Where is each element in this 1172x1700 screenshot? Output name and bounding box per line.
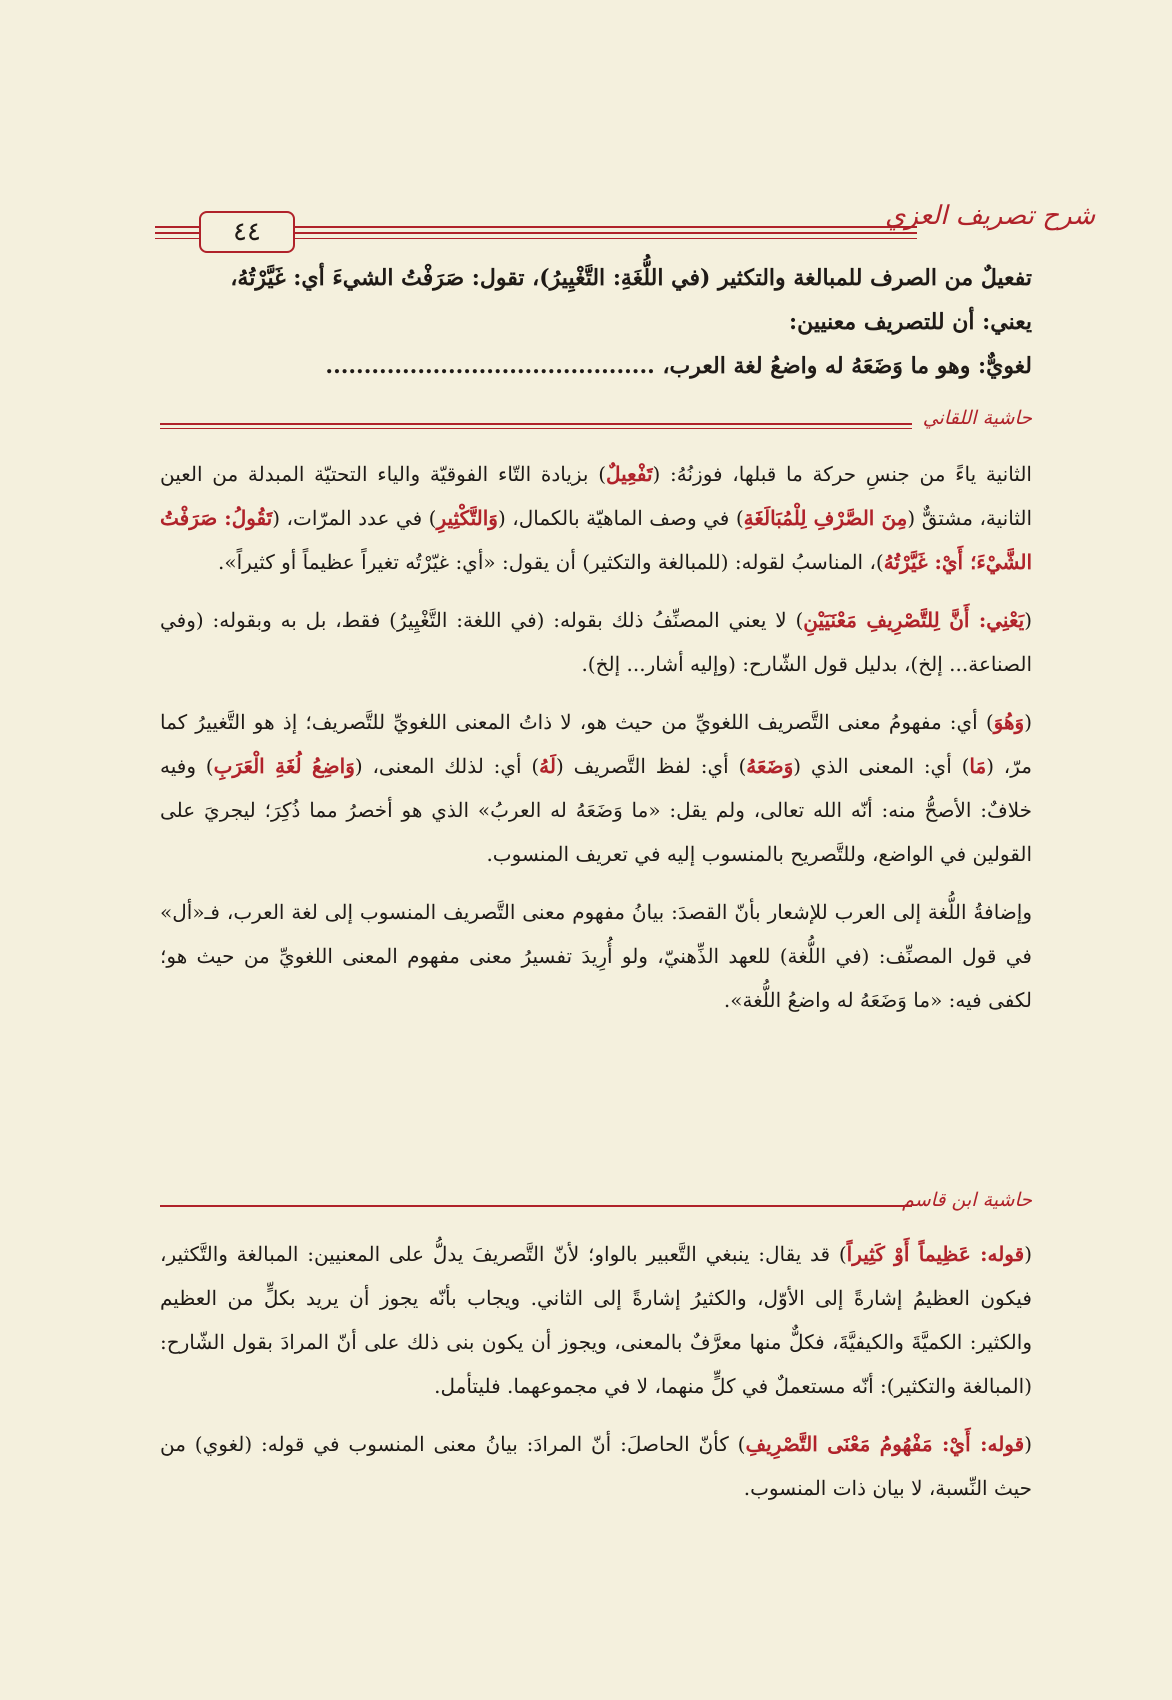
quoted-term: قوله: أَيْ: مَفْهُومُ مَعْنَى التَّصْرِيفِ <box>745 1432 1025 1456</box>
section-rule <box>160 1205 912 1207</box>
paragraph: الثانية ياءً من جنسِ حركة ما قبلها، فوزنُهُ: (تَفْعِيلٌ) بزيادة التّاء الفوقيّة والياء التحتيّة المبدلة من العين الثانية، مشتقٌّ (مِنَ الصَّرْفِ لِلْمُبَالَغَةِ) في وصف الماهيّة بالكمال، (وَالتَّكْثِيرِ) في عدد المرّات، (تَقُولُ: صَرَفْتُ الشَّيْءَ؛ أَيْ: غَيَّرْتُهُ)، المناسبُ لقوله: (للمبالغة والتكثير) أن يقول: «أي: غيّرْتُه تغيراً عظيماً أو كثيراً». <box>160 462 1033 574</box>
quoted-term: وَاضِعُ لُغَةِ الْعَرَبِ <box>213 754 355 778</box>
main-line <box>160 344 1032 388</box>
section-label: حاشية ابن قاسم <box>902 1189 1032 1211</box>
quoted-term: يَعْنِي: أَنَّ لِلتَّصْرِيفِ مَعْنَيَيْنِ <box>803 608 1025 632</box>
section-rule <box>160 423 912 425</box>
quoted-term: قوله: عَظِيماً أَوْ كَثِيراً <box>846 1242 1025 1266</box>
quoted-term: تَفْعِيلٌ <box>606 462 653 486</box>
paragraph: وإضافةُ اللُّغة إلى العرب للإشعار بأنّ القصدَ: بيانُ مفهوم معنى التَّصريف المنسوب إلى لغة العرب، فـ«أل» في قول المصنِّف: (في اللُّغة) للعهد الذِّهنيّ، ولو أُرِيدَ تفسيرُ معنى مفهوم المعنى اللغويِّ من حيث هو؛ لكفى فيه: «ما وَضَعَهُ له واضعُ اللُّغة». <box>160 900 1032 1012</box>
paragraph: (يَعْنِي: أَنَّ لِلتَّصْرِيفِ مَعْنَيَيْنِ) لا يعني المصنِّفُ ذلك بقوله: (في اللغة: التَّغْيِيرُ) فقط، بل به وبقوله: (وفي الصناعة... إلخ)، بدليل قول الشّارح: (وإليه أشار... إلخ). <box>160 608 1032 676</box>
quoted-term: مَا <box>969 754 987 778</box>
main-line-text: لغويٌّ: وهو ما وَضَعَهُ له واضعُ لغة العرب، <box>662 353 1032 379</box>
quoted-term: لَهُ <box>539 754 556 778</box>
book-title: شرح تصريف العزي <box>885 201 1096 231</box>
commentary-ibn-qasim <box>160 1232 1032 1524</box>
section-heading-laqani <box>160 405 1032 435</box>
main-line: تفعيلٌ من الصرف للمبالغة والتكثير (في اللُّغَةِ: التَّغْيِيرُ)، تقول: صَرَفْتُ الشيءَ أي: غَيَّرْتُهُ، <box>230 265 1032 291</box>
main-line: يعني: أن للتصريف معنيين: <box>789 309 1032 335</box>
quoted-term: تَقُولُ: صَرَفْتُ الشَّيْءَ؛ أَيْ: غَيَّرْتُهُ <box>160 506 1032 574</box>
paragraph: (قوله: أَيْ: مَفْهُومُ مَعْنَى التَّصْرِيفِ) كأنّ الحاصلَ: أنّ المرادَ: بيانُ معنى المنسوب في قوله: (لغوي) من حيث النِّسبة، لا بيان ذات المنسوب. <box>160 1432 1033 1500</box>
quoted-term: وَضَعَهُ <box>746 754 794 778</box>
section-heading-ibn-qasim <box>160 1187 1032 1217</box>
section-label: حاشية اللقاني <box>922 407 1032 429</box>
page-header <box>155 196 1096 256</box>
continuation-dots: ........................................... <box>325 353 655 379</box>
quoted-term: وَهُوَ <box>993 710 1025 734</box>
main-text <box>160 256 1032 388</box>
paragraph: (قوله: عَظِيماً أَوْ كَثِيراً) قد يقال: ينبغي التَّعبير بالواو؛ لأنّ التَّصريفَ يدلُّ على المعنيين: المبالغة والتَّكثير، فيكون العظيمُ إشارةً إلى الأوّل، والكثيرُ إشارةً إلى الثاني. ويجاب بأنّه يجوز أن يريد بكلٍّ من العظيم والكثير: الكميَّةَ والكيفيَّةَ، فكلٌّ منها معرَّفٌ بالمعنى، ويجوز أن يكون بنى ذلك على أنّ المرادَ بقول الشّارح: (المبالغة والتكثير): أنّه مستعملٌ في كلٍّ منهما، لا في مجموعهما. فليتأمل. <box>160 1242 1032 1398</box>
commentary-laqani <box>160 452 1032 1036</box>
quoted-term: وَالتَّكْثِيرِ <box>436 506 498 530</box>
quoted-term: مِنَ الصَّرْفِ لِلْمُبَالَغَةِ <box>743 506 908 530</box>
section-rule <box>160 428 912 429</box>
page-number: ٤٤ <box>199 211 295 253</box>
paragraph: (وَهُوَ) أي: مفهومُ معنى التَّصريف اللغويِّ من حيث هو، لا ذاتُ المعنى اللغويِّ للتَّصريف؛ إذ هو التَّغييرُ كما مرّ، (مَا) أي: المعنى الذي (وَضَعَهُ) أي: لفظ التَّصريف (لَهُ) أي: لذلك المعنى، (وَاضِعُ لُغَةِ الْعَرَبِ) وفيه خلافٌ: الأصحُّ منه: أنّه الله تعالى، ولم يقل: «ما وَضَعَهُ له العربُ» الذي هو أخصرُ مما ذُكِرَ؛ ليجريَ على القولين في الواضع، وللتَّصريح بالمنسوب إليه في تعريف المنسوب. <box>160 710 1032 866</box>
